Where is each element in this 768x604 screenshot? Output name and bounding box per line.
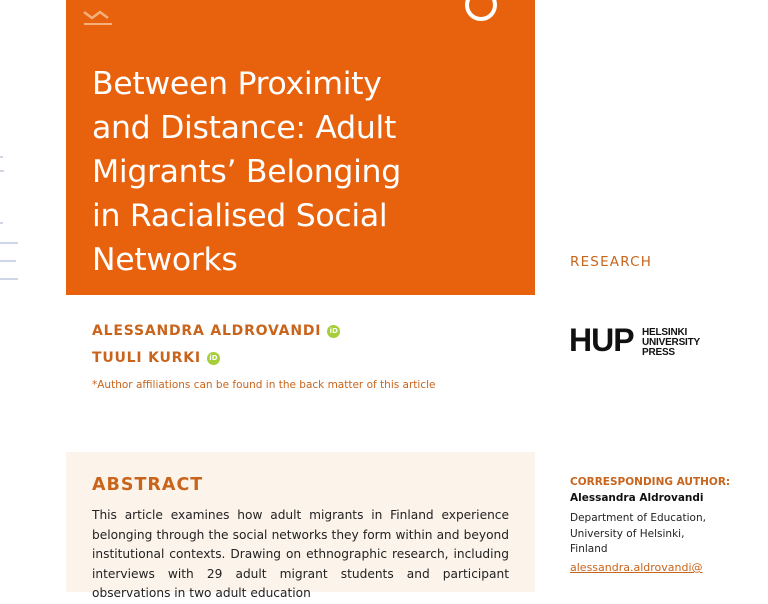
orcid-icon[interactable]: iD	[207, 352, 220, 365]
affiliation-line-3: Finland	[570, 543, 608, 555]
title-line-5: Networks	[92, 242, 238, 278]
title-line-4: in Racialised Social	[92, 198, 388, 234]
affiliation-line-2: University of Helsinki,	[570, 527, 685, 540]
author-name[interactable]: ALESSANDRA ALDROVANDI	[92, 323, 322, 339]
corresponding-author-affiliation	[570, 511, 730, 558]
title-line-2: and Distance: Adult	[92, 110, 396, 146]
publisher-name-line-2: UNIVERSITY	[642, 337, 701, 348]
publisher-name	[642, 328, 700, 358]
publisher-abbr: HUP	[569, 322, 634, 358]
title-line-3: Migrants’ Belonging	[92, 154, 401, 190]
author-2	[92, 350, 220, 366]
corresponding-author-label: CORRESPONDING AUTHOR:	[570, 476, 731, 488]
corresponding-author-email-link[interactable]: alessandra.aldrovandi@	[570, 561, 703, 574]
corresponding-author-name: Alessandra Aldrovandi	[570, 492, 704, 504]
publisher-name-line-1: HELSINKI	[642, 327, 688, 338]
article-type-label: RESEARCH	[570, 254, 653, 270]
publisher-logo	[569, 322, 709, 360]
publisher-name-line-3: PRESS	[642, 347, 675, 358]
affiliation-line-1: Department of Education,	[570, 512, 706, 524]
journal-logo-icon	[82, 8, 114, 30]
orcid-icon[interactable]: iD	[327, 325, 340, 338]
abstract-text: This article examines how adult migrants in Finland experience belonging through the social networks they form within and beyond institutional contexts. Drawing on ethnographic research, including interviews with 29 adult migrant students and participant observations in two adult education	[92, 508, 509, 600]
abstract-heading: ABSTRACT	[92, 475, 204, 495]
title-line-1: Between Proximity	[92, 66, 382, 102]
author-name[interactable]: TUULI KURKI	[92, 350, 201, 366]
journal-badge-icon	[462, 0, 500, 24]
margin-marks	[0, 150, 20, 290]
author-1	[92, 323, 340, 339]
author-affiliations-note: *Author affiliations can be found in the back matter of this article	[92, 379, 436, 391]
article-title	[92, 62, 512, 282]
